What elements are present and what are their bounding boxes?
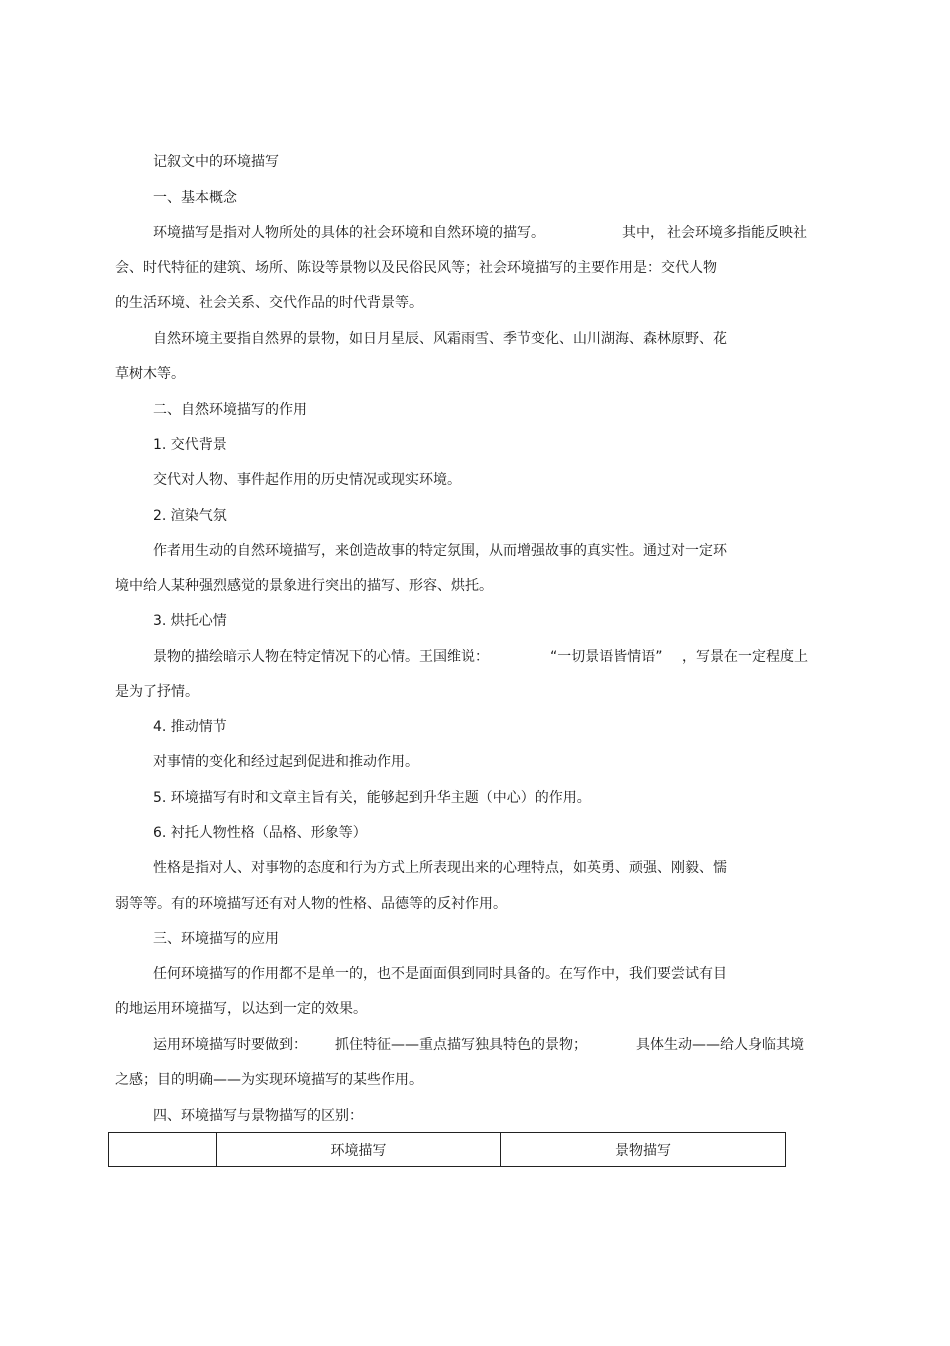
quote-text: “一切景语皆情语” (550, 649, 663, 665)
item-heading: 2. 渲染气氛 (153, 508, 227, 524)
paragraph-line: 景物的描绘暗示人物在特定情况下的心情。王国维说： (153, 649, 489, 665)
comparison-table (108, 1132, 786, 1167)
item-heading: 3. 烘托心情 (153, 613, 227, 629)
table-header-cell-empty (109, 1133, 217, 1167)
paragraph-line: 性格是指对人、对事物的态度和行为方式上所表现出来的心理特点，如英勇、顽强、刚毅、懦 (153, 860, 727, 876)
table-header-cell-scenery: 景物描写 (501, 1133, 786, 1167)
paragraph-line: 的地运用环境描写，以达到一定的效果。 (115, 1001, 367, 1017)
paragraph-line: 作者用生动的自然环境描写，来创造故事的特定氛围，从而增强故事的真实性。通过对一定环 (153, 543, 727, 559)
paragraph-line: 具体生动——给人身临其境 (636, 1037, 804, 1053)
paragraph-line: 其中， (622, 225, 664, 241)
paragraph-line: 抓住特征——重点描写独具特色的景物； (335, 1037, 587, 1053)
item-heading: 1. 交代背景 (153, 437, 227, 453)
paragraph-line: 交代对人物、事件起作用的历史情况或现实环境。 (153, 472, 461, 488)
section-heading: 二、自然环境描写的作用 (153, 402, 307, 418)
paragraph-line: 会、时代特征的建筑、场所、陈设等景物以及民俗民风等；社会环境描写的主要作用是：交代人物 (115, 260, 717, 276)
table-header-row (109, 1133, 786, 1167)
section-heading: 三、环境描写的应用 (153, 931, 279, 947)
paragraph-line: 之感；目的明确——为实现环境描写的某些作用。 (115, 1072, 423, 1088)
document-title: 记叙文中的环境描写 (153, 154, 279, 170)
item-heading: 6. 衬托人物性格（品格、形象等） (153, 825, 367, 841)
item-heading: 4. 推动情节 (153, 719, 227, 735)
table-header-cell-environment: 环境描写 (217, 1133, 501, 1167)
paragraph-line: 环境描写是指对人物所处的具体的社会环境和自然环境的描写。 (153, 225, 545, 241)
paragraph-line: 的生活环境、社会关系、交代作品的时代背景等。 (115, 295, 423, 311)
section-heading: 四、环境描写与景物描写的区别： (153, 1108, 363, 1124)
paragraph-line: 草树木等。 (115, 366, 185, 382)
paragraph-line: 社会环境多指能反映社 (667, 225, 807, 241)
paragraph-line: 任何环境描写的作用都不是单一的，也不是面面俱到同时具备的。在写作中，我们要尝试有目 (153, 966, 727, 982)
paragraph-line: ，写景在一定程度上 (682, 649, 808, 665)
paragraph-line: 自然环境主要指自然界的景物，如日月星辰、风霜雨雪、季节变化、山川湖海、森林原野、花 (153, 331, 727, 347)
paragraph-line: 运用环境描写时要做到： (153, 1037, 307, 1053)
item-heading: 5. 环境描写有时和文章主旨有关，能够起到升华主题（中心）的作用。 (153, 790, 591, 806)
paragraph-line: 是为了抒情。 (115, 684, 199, 700)
paragraph-line: 对事情的变化和经过起到促进和推动作用。 (153, 754, 419, 770)
paragraph-line: 弱等等。有的环境描写还有对人物的性格、品德等的反衬作用。 (115, 896, 507, 912)
paragraph-line: 境中给人某种强烈感觉的景象进行突出的描写、形容、烘托。 (115, 578, 493, 594)
section-heading: 一、基本概念 (153, 190, 237, 206)
